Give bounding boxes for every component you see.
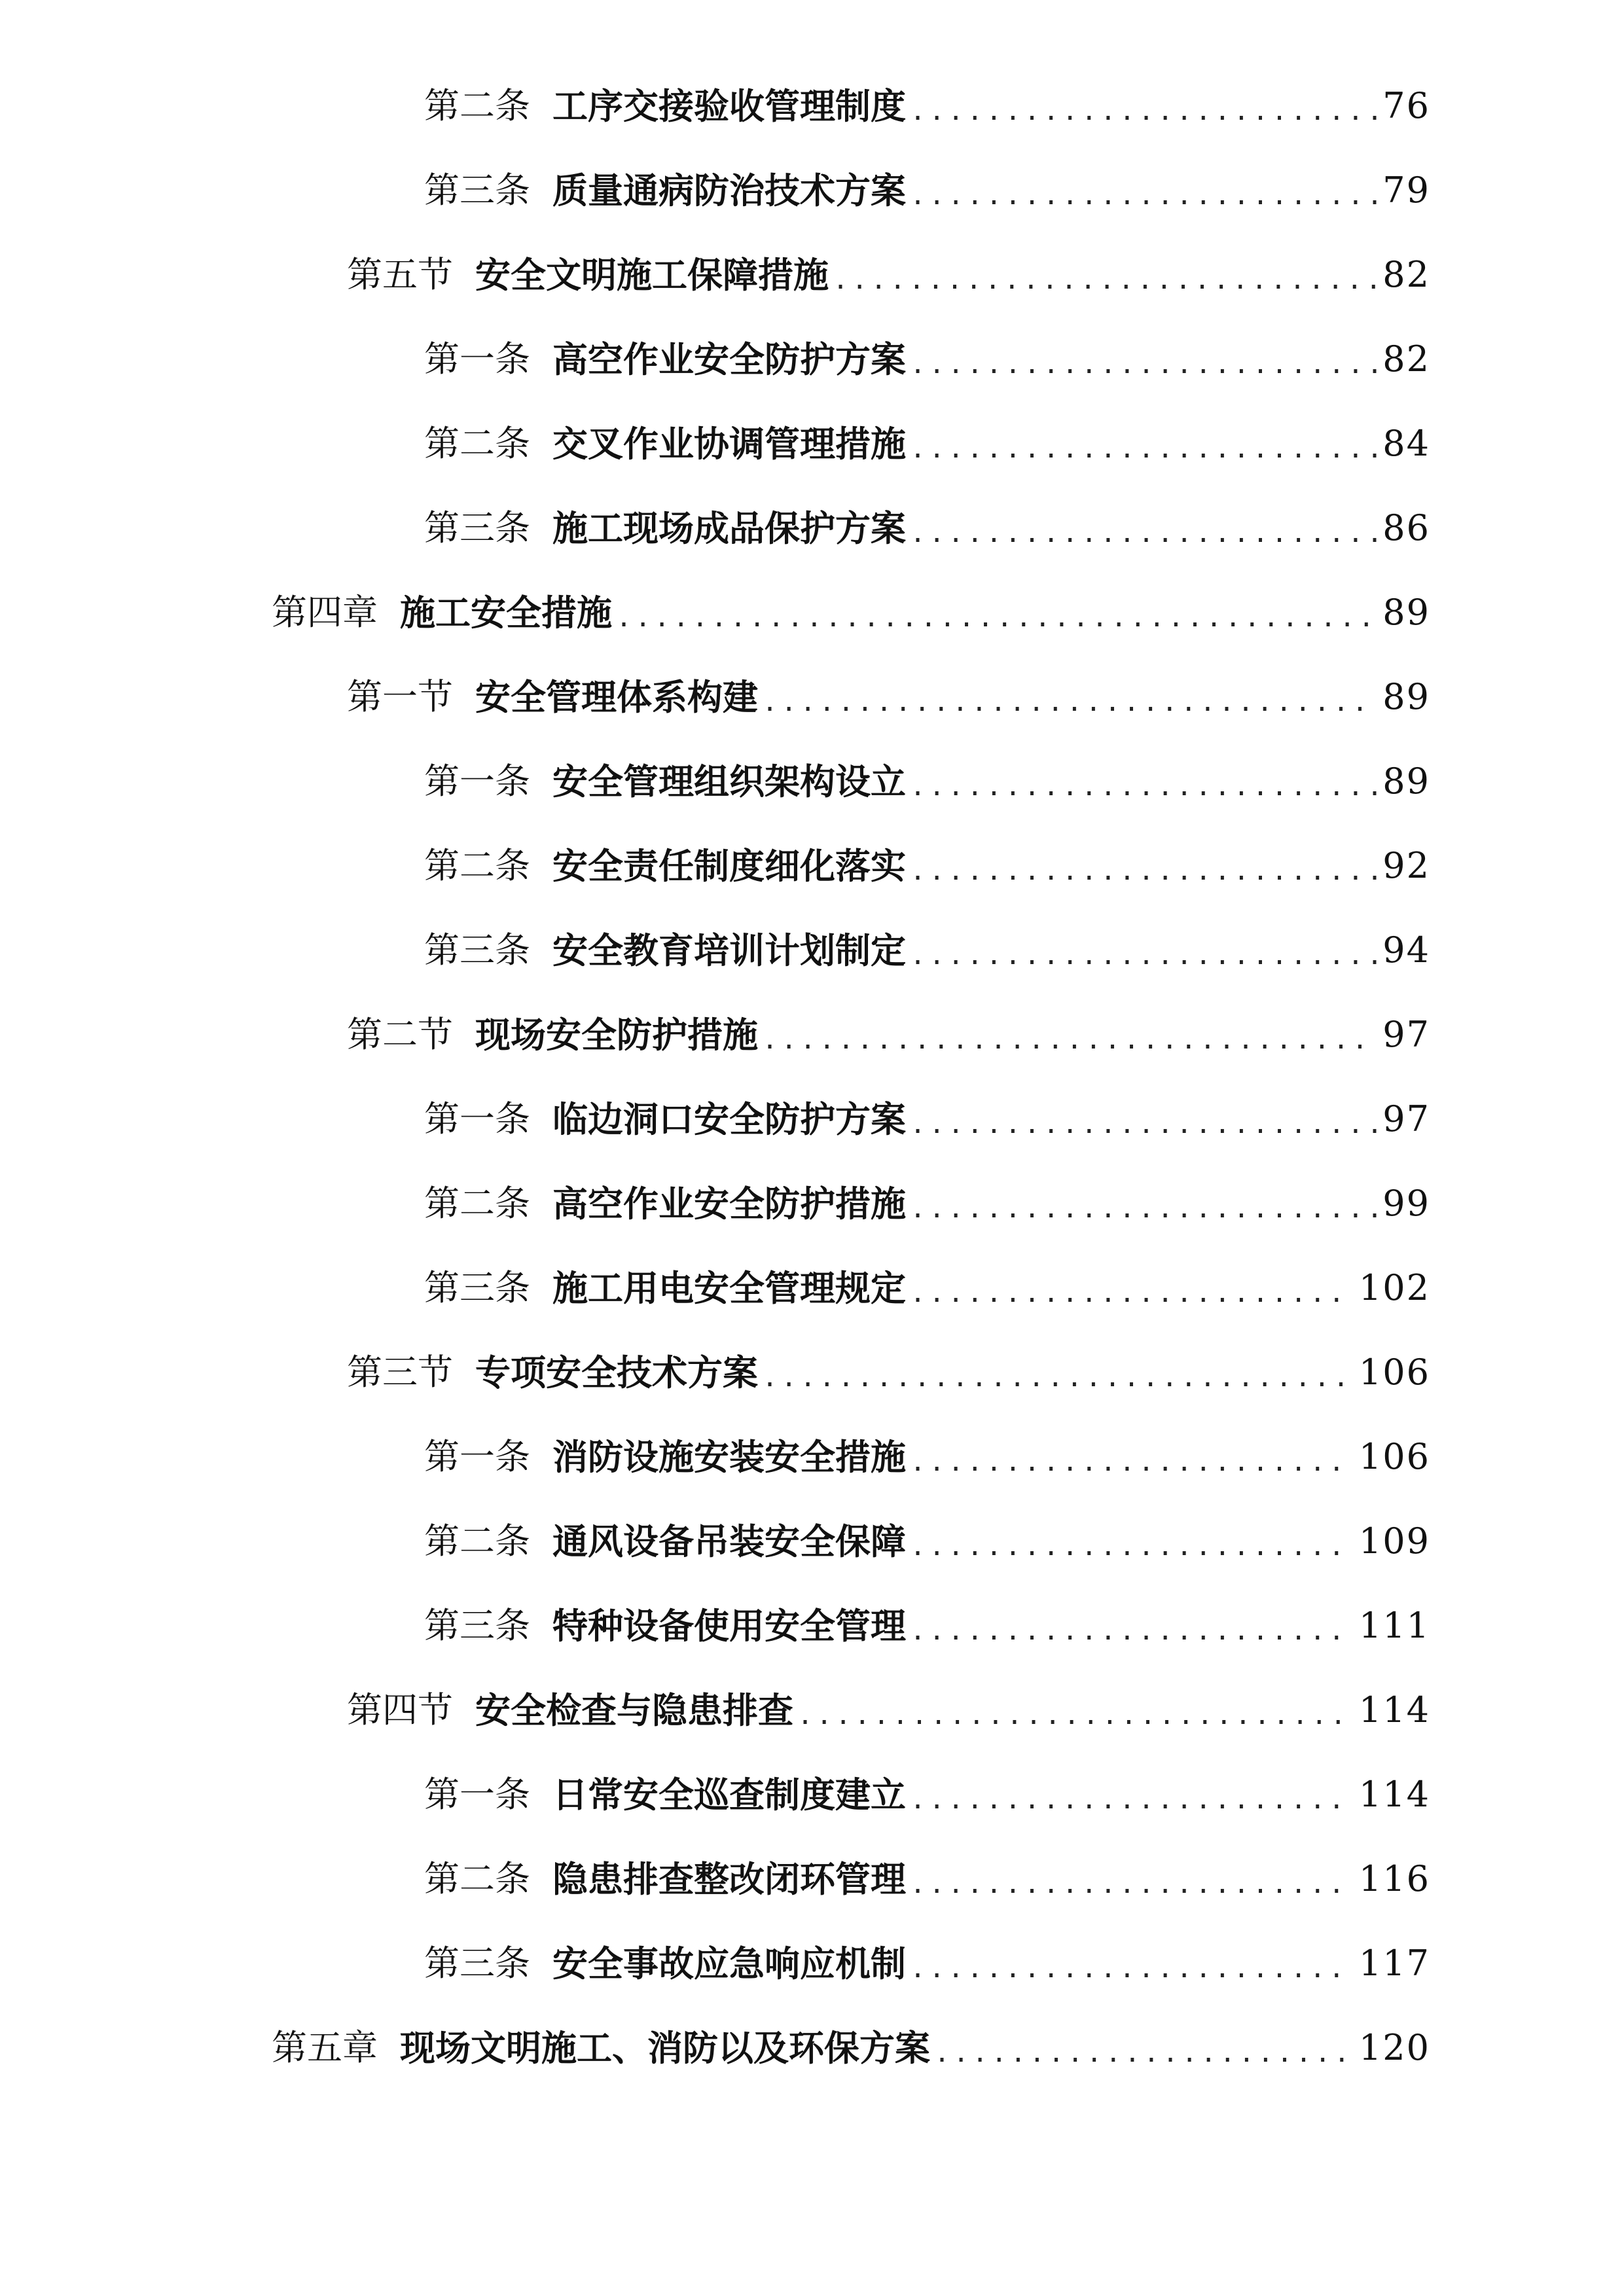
toc-entry-title: 施工用电安全管理规定 bbox=[552, 1267, 906, 1309]
toc-entry-page: 89 bbox=[1382, 592, 1430, 633]
toc-entry-title: 质量通病防治技术方案 bbox=[552, 170, 906, 211]
toc-entry[interactable] bbox=[347, 1343, 1430, 1402]
toc-entry-title: 现场安全防护措施 bbox=[475, 1014, 758, 1056]
toc-entry-number: 第二条 bbox=[424, 1183, 530, 1224]
toc-entry-title: 安全管理体系构建 bbox=[475, 676, 758, 718]
toc-entry-number: 第一节 bbox=[347, 676, 453, 717]
toc-entry[interactable] bbox=[424, 330, 1430, 389]
toc-entry-page: 102 bbox=[1358, 1267, 1430, 1308]
toc-entry-page: 116 bbox=[1358, 1858, 1430, 1899]
toc-entry-page: 99 bbox=[1382, 1183, 1430, 1224]
dot-leader bbox=[910, 1433, 1354, 1492]
toc-entry-number: 第一条 bbox=[424, 338, 530, 380]
toc-entry-number: 第三节 bbox=[347, 1352, 453, 1393]
toc-entry-number: 第二条 bbox=[424, 85, 530, 126]
dot-leader bbox=[910, 420, 1377, 478]
toc-entry[interactable] bbox=[424, 1596, 1430, 1655]
dot-leader bbox=[910, 1517, 1354, 1576]
toc-entry[interactable] bbox=[424, 77, 1430, 135]
toc-entry-number: 第三条 bbox=[424, 929, 530, 971]
toc-entry-title: 日常安全巡查制度建立 bbox=[552, 1774, 906, 1816]
toc-entry-number: 第一条 bbox=[424, 1774, 530, 1815]
toc-entry-title: 安全教育培训计划制定 bbox=[552, 929, 906, 971]
dot-leader bbox=[762, 1348, 1354, 1407]
toc-entry[interactable] bbox=[272, 2018, 1430, 2077]
toc-entry-title: 消防设施安装安全措施 bbox=[552, 1436, 906, 1478]
toc-entry-number: 第四章 bbox=[272, 592, 378, 633]
toc-entry-title: 施工安全措施 bbox=[400, 592, 612, 634]
toc-entry-title: 临边洞口安全防护方案 bbox=[552, 1098, 906, 1140]
toc-entry-page: 89 bbox=[1382, 761, 1430, 802]
toc-entry-page: 79 bbox=[1382, 170, 1430, 211]
toc-entry-number: 第三条 bbox=[424, 1267, 530, 1308]
toc-entry[interactable] bbox=[424, 499, 1430, 558]
toc-entry-number: 第三条 bbox=[424, 170, 530, 211]
toc-entry-title: 安全事故应急响应机制 bbox=[552, 1943, 906, 1984]
dot-leader bbox=[910, 1264, 1354, 1323]
toc-entry[interactable] bbox=[347, 1681, 1430, 1740]
toc-entry-page: 114 bbox=[1358, 1689, 1430, 1731]
dot-leader bbox=[910, 1602, 1354, 1660]
toc-entry-title: 安全检查与隐患排查 bbox=[475, 1689, 793, 1731]
toc-entry-page: 89 bbox=[1382, 676, 1430, 717]
toc-entry[interactable] bbox=[424, 414, 1430, 473]
dot-leader bbox=[833, 251, 1377, 310]
dot-leader bbox=[616, 588, 1377, 647]
toc-entry[interactable] bbox=[424, 1934, 1430, 1993]
toc-entry-number: 第四节 bbox=[347, 1689, 453, 1731]
toc-entry-number: 第二节 bbox=[347, 1014, 453, 1055]
toc-entry-page: 111 bbox=[1358, 1605, 1430, 1646]
dot-leader bbox=[910, 1770, 1354, 1829]
toc-entry[interactable] bbox=[424, 1427, 1430, 1486]
toc-entry-number: 第三条 bbox=[424, 507, 530, 548]
dot-leader bbox=[762, 673, 1377, 732]
toc-entry-page: 120 bbox=[1358, 2027, 1430, 2068]
dot-leader bbox=[910, 926, 1377, 985]
dot-leader bbox=[910, 842, 1377, 901]
toc-entry-page: 84 bbox=[1382, 423, 1430, 464]
toc-entry-page: 109 bbox=[1358, 1520, 1430, 1562]
toc-entry-number: 第一条 bbox=[424, 761, 530, 802]
toc-entry-page: 92 bbox=[1382, 845, 1430, 886]
toc-entry[interactable] bbox=[424, 836, 1430, 895]
toc-entry-number: 第二条 bbox=[424, 845, 530, 886]
toc-entry-page: 106 bbox=[1358, 1436, 1430, 1477]
toc-entry[interactable] bbox=[424, 1850, 1430, 1909]
dot-leader bbox=[797, 1686, 1354, 1745]
toc-entry[interactable] bbox=[424, 1174, 1430, 1233]
toc-entry[interactable] bbox=[424, 752, 1430, 811]
toc-entry-title: 施工现场成品保护方案 bbox=[552, 507, 906, 549]
dot-leader bbox=[910, 1095, 1377, 1154]
toc-entry-title: 高空作业安全防护方案 bbox=[552, 338, 906, 380]
toc-entry-number: 第三条 bbox=[424, 1605, 530, 1646]
toc-entry[interactable] bbox=[424, 1765, 1430, 1824]
toc-entry-title: 安全文明施工保障措施 bbox=[475, 254, 829, 296]
toc-entry-page: 94 bbox=[1382, 929, 1430, 971]
dot-leader bbox=[910, 82, 1377, 141]
toc-entry[interactable] bbox=[347, 245, 1430, 304]
toc-entry-page: 82 bbox=[1382, 338, 1430, 380]
toc-entry-page: 86 bbox=[1382, 507, 1430, 548]
toc-entry-number: 第五节 bbox=[347, 254, 453, 295]
dot-leader bbox=[910, 1855, 1354, 1914]
dot-leader bbox=[910, 335, 1377, 394]
toc-entry[interactable] bbox=[424, 1090, 1430, 1149]
dot-leader bbox=[910, 504, 1377, 563]
toc-entry-number: 第二条 bbox=[424, 1858, 530, 1899]
toc-entry-page: 82 bbox=[1382, 254, 1430, 295]
toc-entry[interactable] bbox=[347, 668, 1430, 726]
toc-entry-title: 现场文明施工、消防以及环保方案 bbox=[400, 2027, 930, 2069]
toc-entry-title: 通风设备吊装安全保障 bbox=[552, 1520, 906, 1562]
toc-entry-title: 特种设备使用安全管理 bbox=[552, 1605, 906, 1647]
toc-entry-number: 第一条 bbox=[424, 1098, 530, 1139]
toc-entry-number: 第一条 bbox=[424, 1436, 530, 1477]
toc-entry-title: 隐患排查整改闭环管理 bbox=[552, 1858, 906, 1900]
toc-entry-page: 106 bbox=[1358, 1352, 1430, 1393]
toc-entry-title: 高空作业安全防护措施 bbox=[552, 1183, 906, 1225]
toc-entry[interactable] bbox=[272, 583, 1430, 642]
toc-entry-title: 工序交接验收管理制度 bbox=[552, 85, 906, 127]
toc-entry-page: 114 bbox=[1358, 1774, 1430, 1815]
toc-entry[interactable] bbox=[347, 1005, 1430, 1064]
toc-entry[interactable] bbox=[424, 161, 1430, 220]
toc-entry-title: 专项安全技术方案 bbox=[475, 1352, 758, 1393]
toc-entry[interactable] bbox=[424, 921, 1430, 980]
toc-entry-page: 76 bbox=[1382, 85, 1430, 126]
toc-entry-title: 安全管理组织架构设立 bbox=[552, 761, 906, 802]
toc-entry[interactable] bbox=[424, 1259, 1430, 1318]
toc-entry[interactable] bbox=[424, 1512, 1430, 1571]
toc-entry-title: 交叉作业协调管理措施 bbox=[552, 423, 906, 465]
dot-leader bbox=[910, 1179, 1377, 1238]
dot-leader bbox=[910, 1939, 1354, 1998]
dot-leader bbox=[934, 2024, 1354, 2083]
toc-entry-number: 第三条 bbox=[424, 1943, 530, 1984]
dot-leader bbox=[762, 1011, 1377, 1069]
toc-entry-number: 第二条 bbox=[424, 1520, 530, 1562]
toc-entry-number: 第五章 bbox=[272, 2027, 378, 2068]
dot-leader bbox=[910, 166, 1377, 225]
dot-leader bbox=[910, 757, 1377, 816]
toc-entry-number: 第二条 bbox=[424, 423, 530, 464]
toc-entry-page: 97 bbox=[1382, 1098, 1430, 1139]
toc-entry-page: 97 bbox=[1382, 1014, 1430, 1055]
toc-entry-page: 117 bbox=[1358, 1943, 1430, 1984]
toc-entry-title: 安全责任制度细化落实 bbox=[552, 845, 906, 887]
